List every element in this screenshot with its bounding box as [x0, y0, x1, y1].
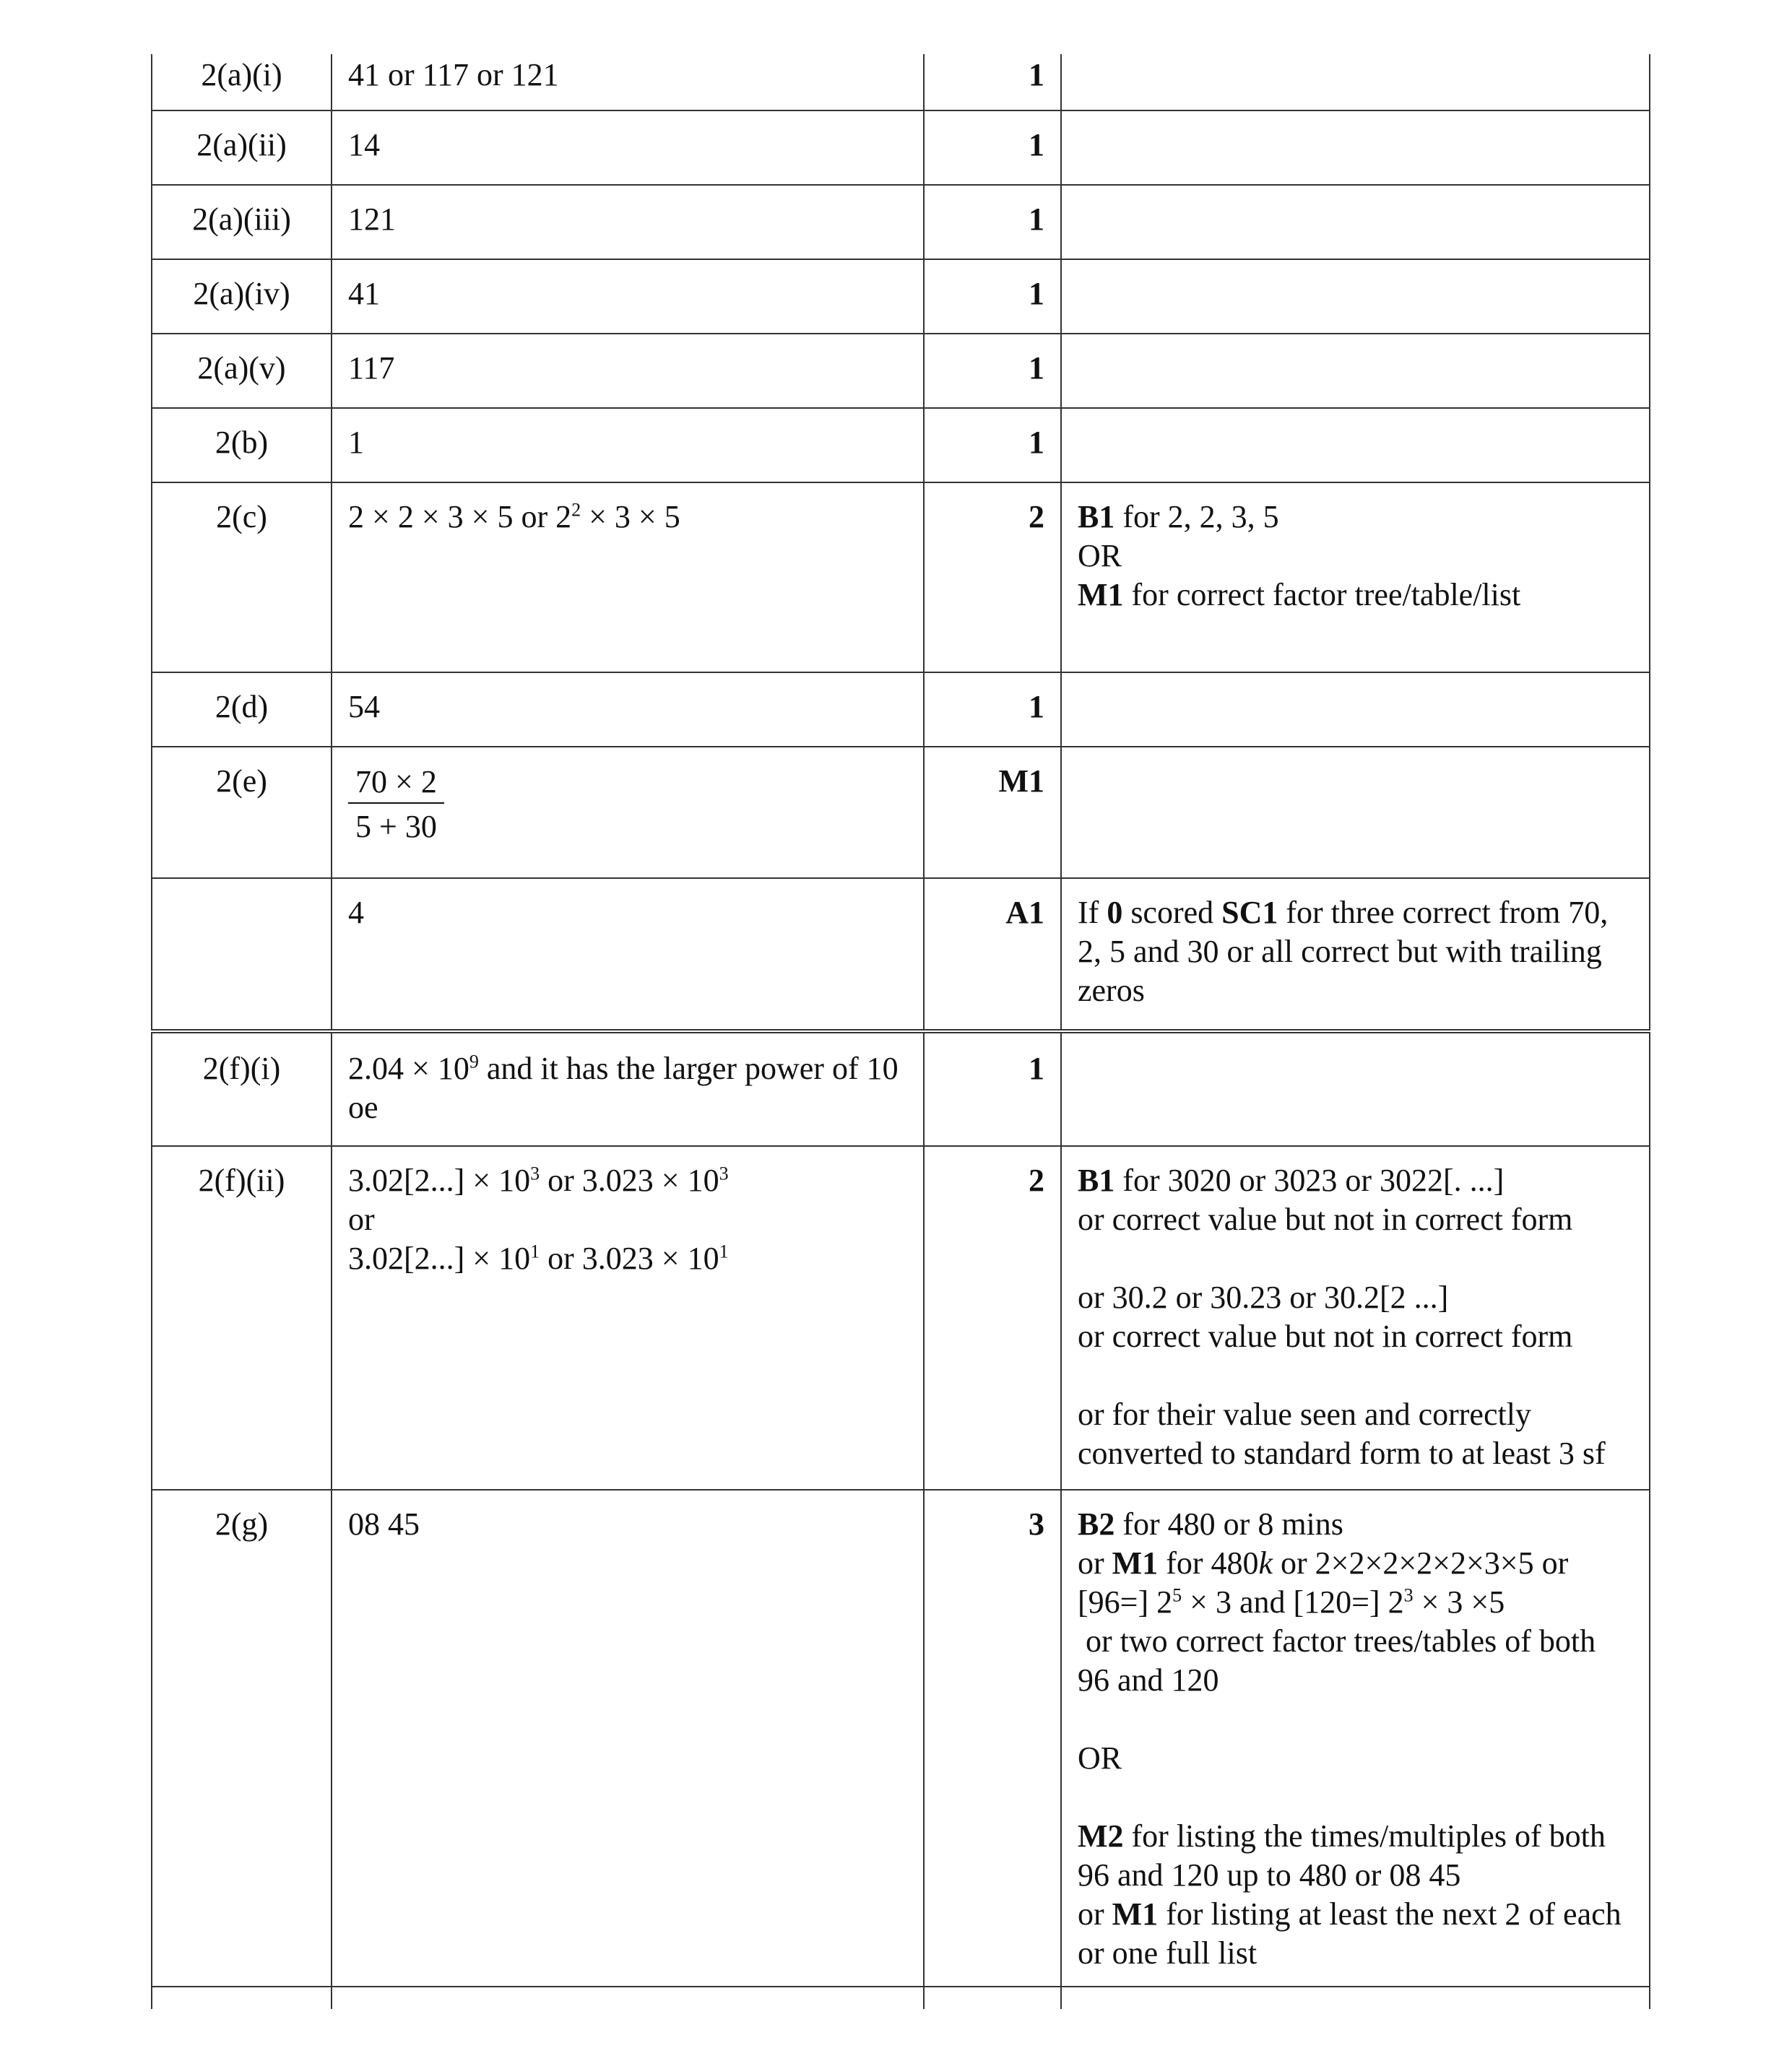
marks-cell: 1 — [923, 673, 1060, 746]
question-cell: 2(f)(ii) — [151, 1147, 331, 1489]
mark-code: B1 — [1078, 499, 1115, 534]
mark-scheme-table — [151, 54, 1650, 2009]
table-row — [151, 1489, 1650, 1986]
marks-cell: 1 — [923, 186, 1060, 259]
answer-cell: 4 — [331, 879, 923, 1029]
table-row — [151, 672, 1650, 746]
answer-cell: 08 45 — [331, 1491, 923, 1986]
answer-cell — [331, 1033, 923, 1145]
guidance-line: OR — [1078, 1740, 1122, 1776]
mark-code: M1 — [1112, 1545, 1159, 1581]
guidance-line: M2 for listing the times/multiples of both 96 and 120 up to 480 or 08 45 — [1078, 1818, 1606, 1893]
guidance-line: B2 for 480 or 8 mins — [1078, 1506, 1343, 1542]
marks-cell: 2 — [923, 483, 1060, 672]
guidance-text: for correct factor tree/table/list — [1123, 577, 1521, 612]
answer-cell — [331, 747, 923, 877]
answer-cell: 41 — [331, 260, 923, 333]
answer-cell: 41 or 117 or 121 — [331, 54, 923, 110]
answer-line: or — [348, 1202, 375, 1237]
marks-cell: 1 — [923, 409, 1060, 482]
marks-cell: 1 — [923, 334, 1060, 407]
question-cell: 2(a)(iv) — [151, 260, 331, 333]
answer-cell: 54 — [331, 673, 923, 746]
guidance-cell — [1060, 879, 1650, 1029]
mark-code: M1 — [1078, 577, 1124, 612]
answer-cell: 117 — [331, 334, 923, 407]
guidance-line — [1078, 576, 1633, 615]
guidance-cell — [1060, 1033, 1650, 1145]
answer-cell — [331, 1147, 923, 1489]
answer-text: and it has the larger power of 10 oe — [348, 1051, 899, 1125]
guidance-line: or M1 for 480k or 2×2×2×2×2×3×5 or — [1078, 1545, 1569, 1581]
answer-text: 2 × 2 × 3 × 5 or 2 — [348, 499, 572, 534]
fraction — [348, 759, 444, 847]
question-cell: 2(g) — [151, 1491, 331, 1986]
guidance-cell — [1060, 1491, 1650, 1986]
question-cell: 2(d) — [151, 673, 331, 746]
table-row — [151, 110, 1650, 184]
table-row — [151, 1029, 1650, 1145]
guidance-text: scored — [1122, 895, 1222, 930]
question-cell — [151, 879, 331, 1029]
guidance-cell — [1060, 1147, 1650, 1489]
table-row — [151, 184, 1650, 259]
guidance-text: for three correct from 70, 2, 5 and 30 or all correct but with trailing zeros — [1078, 895, 1609, 1008]
guidance-cell — [1060, 186, 1650, 259]
table-row — [151, 259, 1650, 333]
mark-code: SC1 — [1221, 895, 1278, 930]
guidance-cell — [1060, 260, 1650, 333]
guidance-line: B1 for 3020 or 3023 or 3022[. ...] — [1078, 1163, 1505, 1198]
question-cell: 2(f)(i) — [151, 1033, 331, 1145]
mark-code: 0 — [1107, 895, 1123, 930]
question-cell: 2(c) — [151, 483, 331, 672]
guidance-line: or two correct factor trees/tables of both 96 and 120 — [1078, 1623, 1604, 1698]
table-row — [151, 746, 1650, 877]
table-row — [151, 407, 1650, 482]
guidance-cell — [1060, 483, 1650, 672]
fraction-denominator: 5 + 30 — [355, 809, 437, 844]
guidance-line — [1078, 498, 1633, 537]
mark-code: B2 — [1078, 1506, 1115, 1542]
table-row — [151, 1145, 1650, 1489]
answer-text: 2.04 × 10 — [348, 1051, 469, 1086]
mark-code: M1 — [1112, 1896, 1159, 1932]
guidance-cell — [1060, 673, 1650, 746]
guidance-cell — [1060, 334, 1650, 407]
spacer — [1078, 1239, 1633, 1278]
spacer — [1078, 1356, 1633, 1395]
answer-cell: 1 — [331, 409, 923, 482]
guidance-line: or for their value seen and correctly converted to standard form to at least 3 sf — [1078, 1397, 1606, 1471]
marks-cell: 3 — [923, 1491, 1060, 1986]
answer-line: $3.02[2...] \times 10^3$ or $3.023 \times 10^3$ — [348, 1163, 729, 1198]
marks-cell: 1 — [923, 54, 1060, 110]
guidance-cell — [1060, 747, 1650, 877]
question-cell: 2(a)(v) — [151, 334, 331, 407]
marks-cell: 2 — [923, 1147, 1060, 1489]
guidance-line: OR — [1078, 538, 1122, 573]
guidance-line: or 30.2 or 30.23 or 30.2[2 ...] — [1078, 1280, 1449, 1315]
guidance-line: or correct value but not in correct form — [1078, 1202, 1573, 1237]
spacer — [1078, 1700, 1633, 1739]
answer-text: × 3 × 5 — [581, 499, 680, 534]
question-cell: 2(b) — [151, 409, 331, 482]
question-cell: 2(e) — [151, 747, 331, 877]
table-row — [151, 333, 1650, 407]
guidance-text: for 2, 2, 3, 5 — [1114, 499, 1279, 534]
answer-line: $3.02[2...] \times 10^1$ or $3.023 \times 10^1$ — [348, 1241, 729, 1276]
table-row — [151, 482, 1650, 672]
guidance-text: If — [1078, 895, 1107, 930]
question-cell: 2(a)(iii) — [151, 186, 331, 259]
guidance-cell — [1060, 54, 1650, 110]
table-continuation — [151, 1986, 1650, 2009]
marks-cell: 1 — [923, 260, 1060, 333]
table-row — [151, 877, 1650, 1029]
guidance-line: [96=] $2^5 \times 3$ and [120=] $2^3 \times 3 \times 5$ — [1078, 1584, 1505, 1620]
question-cell: 2(a)(ii) — [151, 111, 331, 184]
mark-code: B1 — [1078, 1163, 1115, 1198]
question-cell: 2(a)(i) — [151, 54, 331, 110]
superscript: 2 — [571, 499, 581, 521]
answer-cell: 14 — [331, 111, 923, 184]
answer-cell: 121 — [331, 186, 923, 259]
spacer — [1078, 1778, 1633, 1817]
answer-cell — [331, 483, 923, 672]
guidance-cell — [1060, 409, 1650, 482]
guidance-line: or correct value but not in correct form — [1078, 1319, 1573, 1354]
guidance-line: or M1 for listing at least the next 2 of each or one full list — [1078, 1896, 1622, 1971]
fraction-numerator: 70 × 2 — [348, 762, 444, 804]
superscript: 9 — [469, 1051, 479, 1072]
guidance-cell — [1060, 111, 1650, 184]
marks-cell: 1 — [923, 111, 1060, 184]
marks-cell: A1 — [923, 879, 1060, 1029]
marks-cell: 1 — [923, 1033, 1060, 1145]
marks-cell: M1 — [923, 747, 1060, 877]
table-row — [151, 54, 1650, 110]
mark-code: M2 — [1078, 1818, 1124, 1854]
